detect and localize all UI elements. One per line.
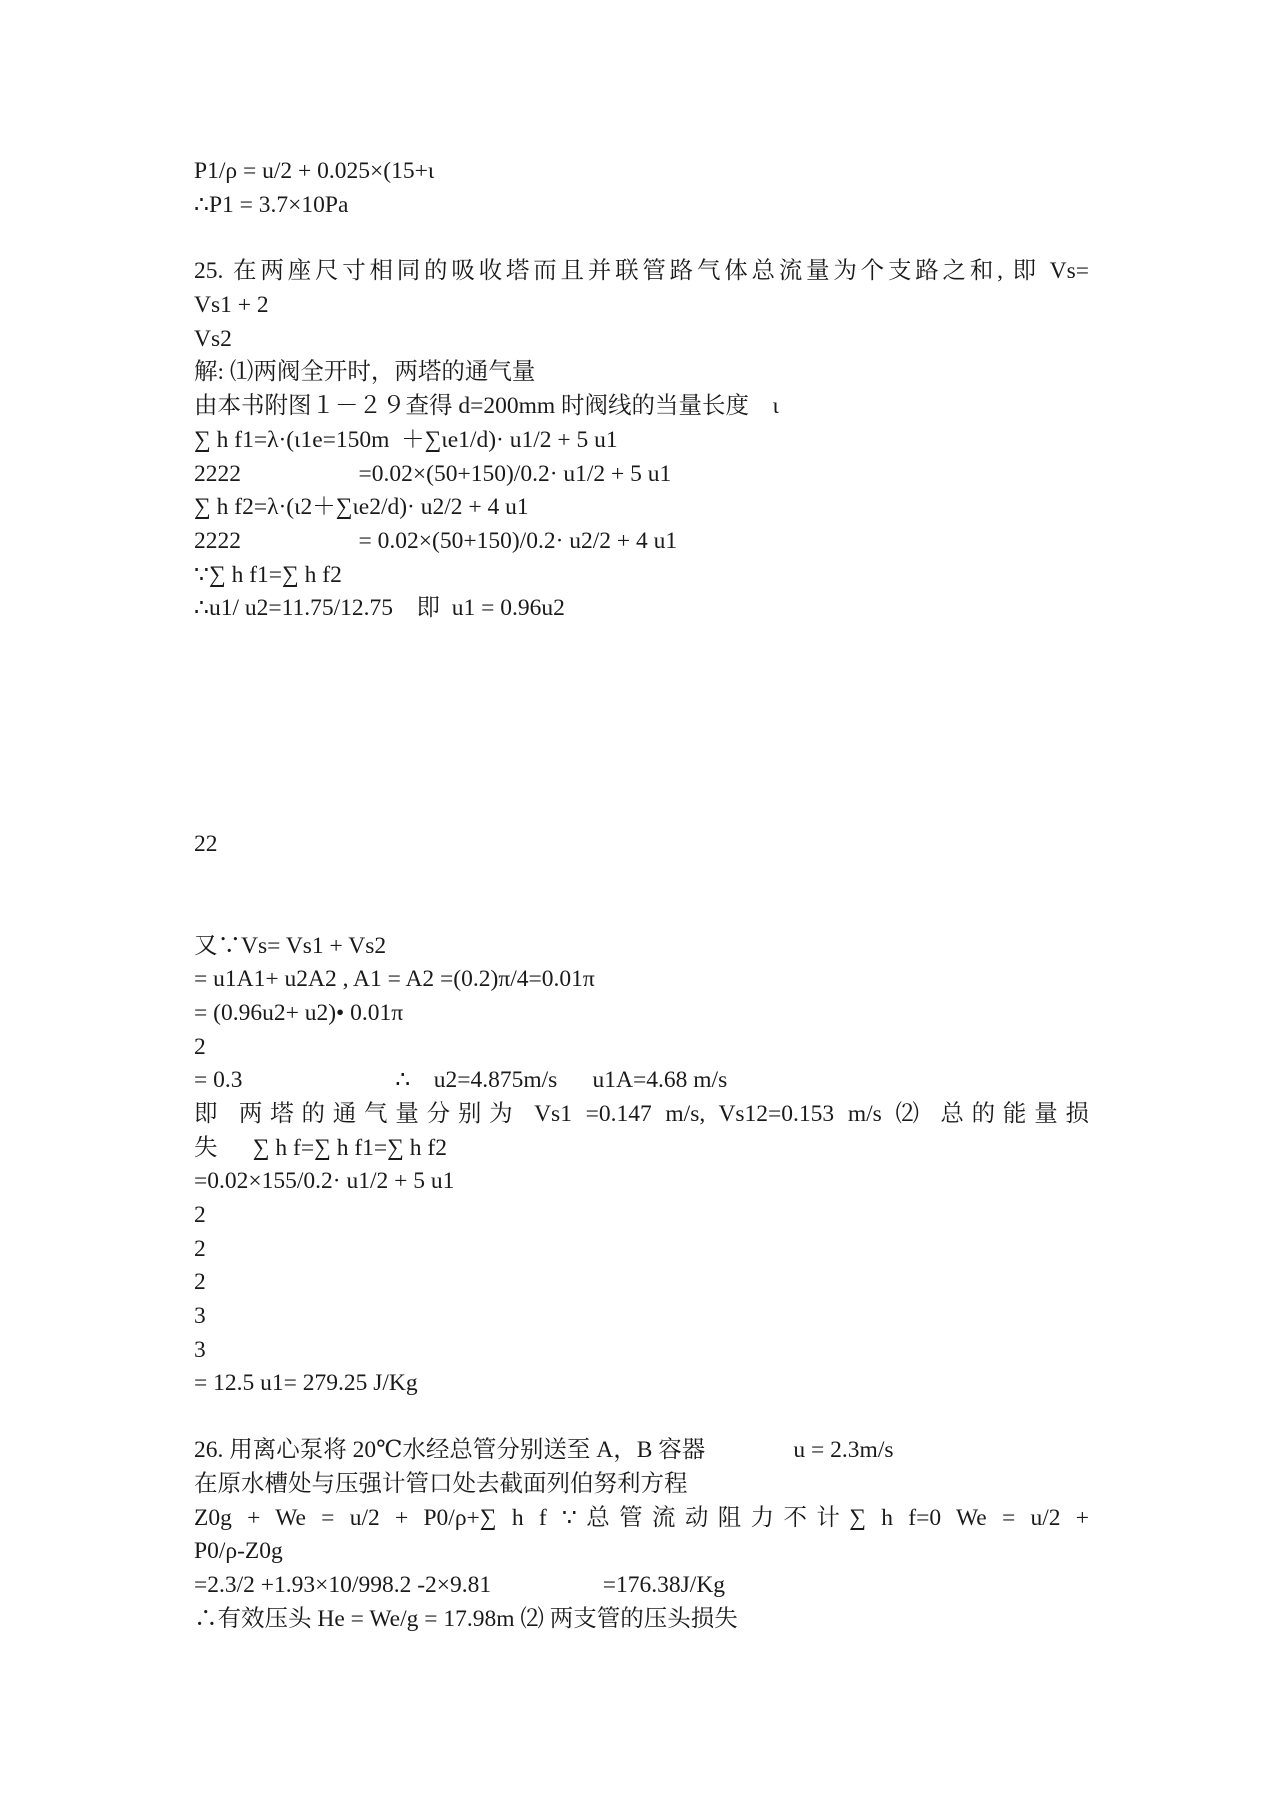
text-line: 解: ⑴两阀全开时，两塔的通气量 xyxy=(194,359,536,385)
text-line: 2 xyxy=(194,1269,206,1295)
text-line: 3 xyxy=(194,1303,206,1329)
equation-line: P0/ρ-Z0g xyxy=(194,1538,283,1564)
text-line: P1/ρ = u/2 + 0.025×(15+ι xyxy=(194,158,435,184)
equation-line: = u1A1+ u2A2 , A1 = A2 =(0.2)π/4=0.01π xyxy=(194,966,595,992)
text-line: ∴有效压头 He = We/g = 17.98m ⑵ 两支管的压头损失 xyxy=(194,1606,738,1632)
equation-line: ∑ h f1=λ·(ι1e=150m ＋∑ιe1/d)· u1/2 + 5 u1 xyxy=(194,427,618,453)
equation-line: Z0g + We = u/2 + P0/ρ+∑ h f ∵总管流动阻力不计∑ h f=0 We = u/2 + xyxy=(194,1505,1089,1531)
text-line: ∴P1 = 3.7×10Pa xyxy=(194,192,349,218)
text-line: 2 xyxy=(194,1034,206,1060)
problem-26-heading: 26. 用离心泵将 20℃水经总管分别送至 A，B 容器 u = 2.3m/s xyxy=(194,1437,894,1463)
text-line: 在原水槽处与压强计管口处去截面列伯努利方程 xyxy=(194,1471,688,1497)
equation-line: 又∵Vs= Vs1 + Vs2 xyxy=(194,933,387,959)
text-line: 失 ∑ h f=∑ h f1=∑ h f2 xyxy=(194,1135,447,1161)
equation-line: =0.02×155/0.2· u1/2 + 5 u1 xyxy=(194,1168,455,1194)
text-line: 2 xyxy=(194,1236,206,1262)
text-line: 3 xyxy=(194,1337,206,1363)
problem-25-heading: 25. 在两座尺寸相同的吸收塔而且并联管路气体总流量为个支路之和, 即 Vs= xyxy=(194,258,1089,284)
equation-line: ∑ h f2=λ·(ι2＋∑ιe2/d)· u2/2 + 4 u1 xyxy=(194,494,529,520)
text-line: Vs1 + 2 xyxy=(194,292,269,318)
text-line: Vs2 xyxy=(194,326,232,352)
equation-line: 2222 = 0.02×(50+150)/0.2· u2/2 + 4 u1 xyxy=(194,528,678,554)
equation-line: = 12.5 u1= 279.25 J/Kg xyxy=(194,1370,418,1396)
equation-line: =2.3/2 +1.93×10/998.2 -2×9.81 =176.38J/Kg xyxy=(194,1572,726,1598)
equation-line: 2222 =0.02×(50+150)/0.2· u1/2 + 5 u1 xyxy=(194,461,672,487)
page-number: 22 xyxy=(194,831,218,857)
equation-line: = (0.96u2+ u2)• 0.01π xyxy=(194,1000,404,1026)
text-line: 即 两塔的通气量分别为 Vs1 =0.147 m/s, Vs12=0.153 m/s ⑵ 总的能量损 xyxy=(194,1101,1089,1127)
equation-line: = 0.3 ∴ u2=4.875m/s u1A=4.68 m/s xyxy=(194,1067,728,1093)
text-line: 由本书附图１－２９查得 d=200mm 时阀线的当量长度 ι xyxy=(194,393,779,419)
equation-line: ∴u1/ u2=11.75/12.75 即 u1 = 0.96u2 xyxy=(194,595,565,621)
text-line: 2 xyxy=(194,1202,206,1228)
equation-line: ∵∑ h f1=∑ h f2 xyxy=(194,562,342,588)
